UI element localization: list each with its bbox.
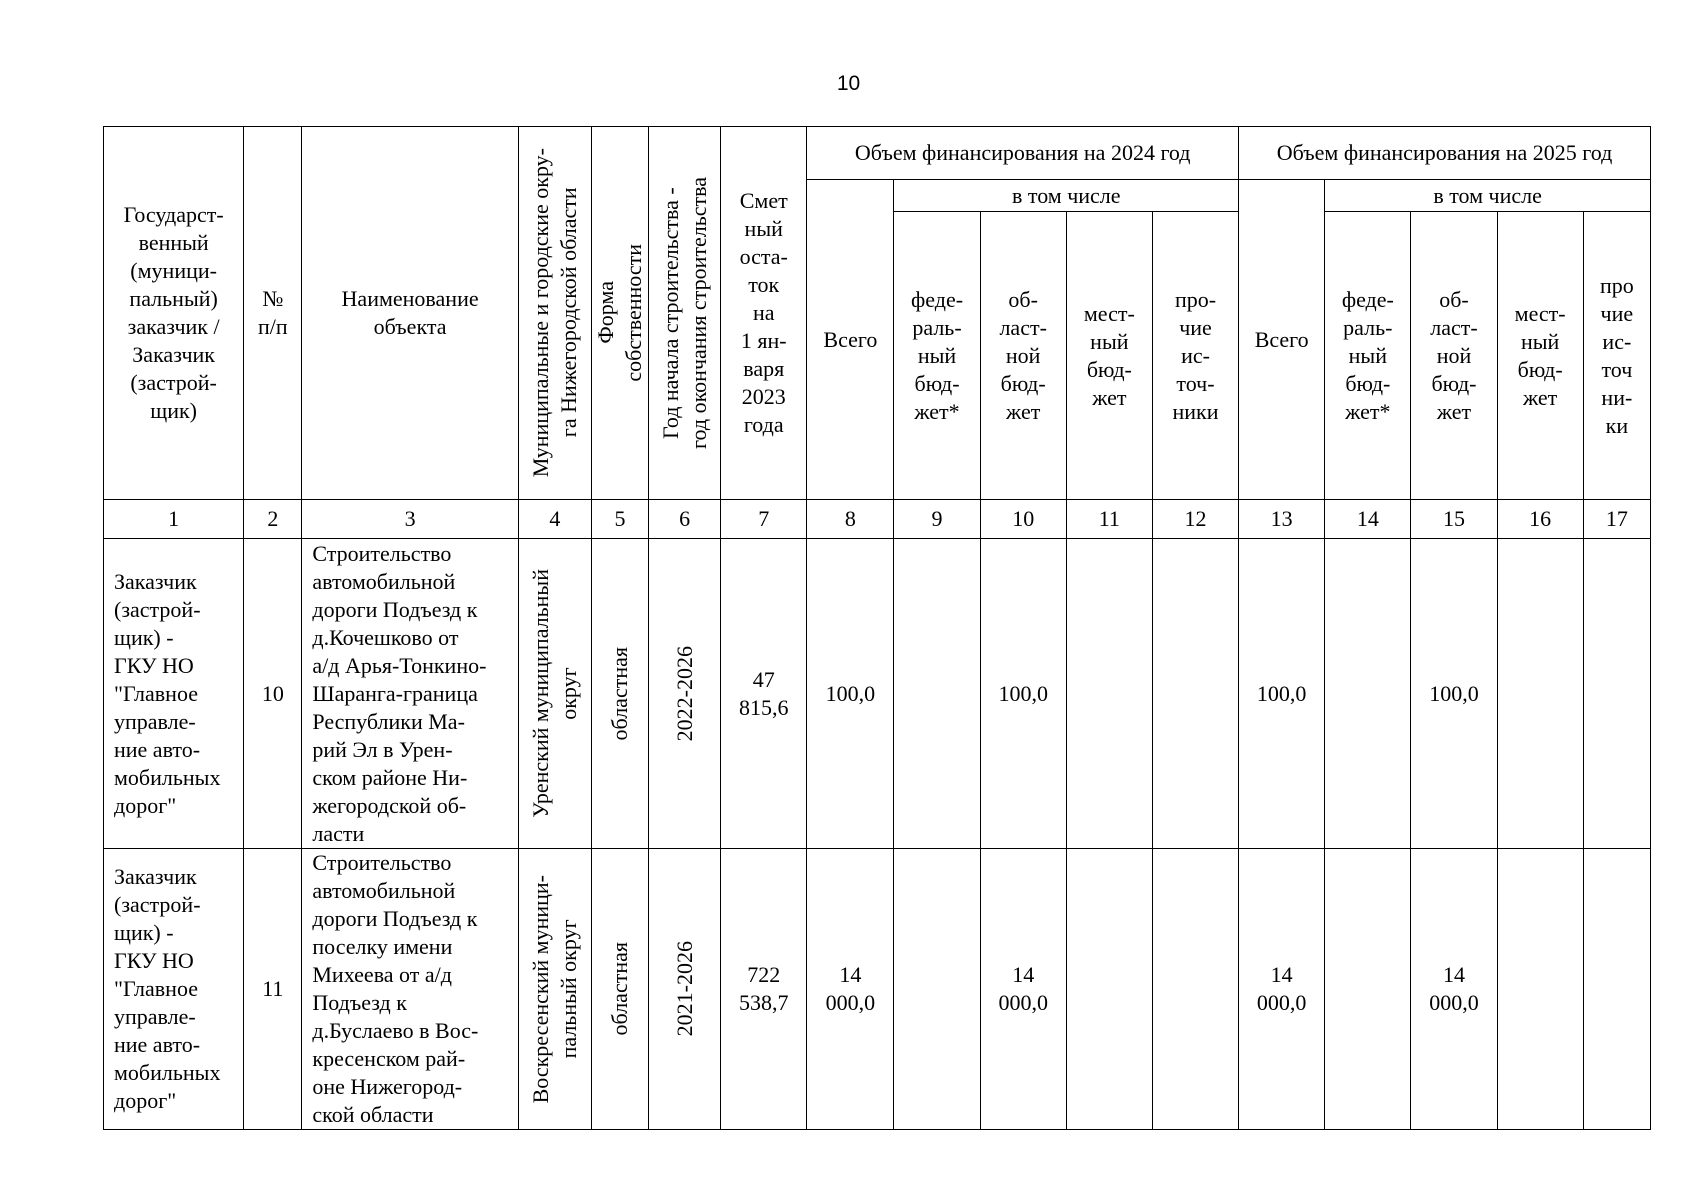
row-local-2024: [1066, 539, 1152, 849]
column-number: 2: [244, 500, 302, 539]
row-balance: 47 815,6: [721, 539, 807, 849]
row-object-name: Строительство автомобильной дороги Подъезд к д.Кочешково от а/д Арья-Тонкино- Шаранга-граница Республики Ма- рий Эл в Урен- ском районе Ни- жегородской об- ласти: [302, 539, 518, 849]
header-including-2025: в том числе: [1325, 180, 1651, 212]
header-years-text: Год начала строительства - год окончания строительства: [657, 177, 711, 449]
row-local-2024: [1066, 849, 1152, 1130]
row-ownership: [591, 849, 648, 1130]
row-total-2024: 100,0: [807, 539, 894, 849]
row-years-text: 2022-2026: [671, 645, 697, 742]
header-total-2025: Всего: [1239, 180, 1325, 500]
header-object-name: Наименование объекта: [302, 127, 518, 500]
page-number: 10: [836, 72, 861, 95]
header-local-2025: мест- ный бюд- жет: [1497, 212, 1583, 500]
header-row-top: [104, 127, 1651, 180]
construction-funding-table: [103, 126, 1651, 1130]
row-years: [649, 849, 721, 1130]
column-number: 12: [1152, 500, 1238, 539]
column-number: 16: [1497, 500, 1583, 539]
header-number: № п/п: [244, 127, 302, 500]
header-municipality: [518, 127, 591, 500]
header-other-2024: про- чие ис- точ- ники: [1152, 212, 1238, 500]
header-local-2024: мест- ный бюд- жет: [1066, 212, 1152, 500]
column-number: 7: [721, 500, 807, 539]
row-years-text: 2021-2026: [671, 941, 697, 1037]
row-regional-2024: 100,0: [980, 539, 1066, 849]
row-customer: Заказчик (застрой- щик) - ГКУ НО "Главное управле- ние авто- мобильных дорог": [104, 849, 244, 1130]
column-number: 15: [1411, 500, 1497, 539]
row-object-name: Строительство автомобильной дороги Подъезд к поселку имени Михеева от а/д Подъезд к д.Буслаево в Вос- кресенском рай- оне Нижегород- ской области: [302, 849, 518, 1130]
row-ownership-text: областная: [606, 942, 632, 1036]
header-years: [649, 127, 721, 500]
column-number: 9: [894, 500, 980, 539]
row-years: [649, 539, 721, 849]
row-federal-2024: [894, 539, 980, 849]
row-local-2025: [1497, 539, 1583, 849]
row-ownership-text: областная: [606, 646, 632, 741]
row-municipality: [518, 539, 591, 849]
column-number: 4: [518, 500, 591, 539]
row-other-2024: [1152, 849, 1238, 1130]
row-local-2025: [1497, 849, 1583, 1130]
row-municipality-text: Уренский муниципальный округ: [527, 569, 581, 818]
header-balance: Смет ный оста- ток на 1 ян- варя 2023 года: [721, 127, 807, 500]
header-funding-2024: Объем финансирования на 2024 год: [807, 127, 1239, 180]
header-other-2025: про чие ис- точ ни- ки: [1583, 212, 1650, 500]
column-number-row: [104, 500, 1651, 539]
column-number: 5: [591, 500, 648, 539]
row-other-2025: [1583, 539, 1650, 849]
row-number: 10: [244, 539, 302, 849]
column-number: 3: [302, 500, 518, 539]
header-customer: Государст- венный (муници- пальный) заказчик / Заказчик (застрой- щик): [104, 127, 244, 500]
row-balance: 722 538,7: [721, 849, 807, 1130]
table-row: [104, 849, 1651, 1130]
column-number: 1: [104, 500, 244, 539]
row-total-2025: 14 000,0: [1239, 849, 1325, 1130]
row-number: 11: [244, 849, 302, 1130]
row-federal-2025: [1325, 849, 1411, 1130]
header-ownership: [591, 127, 648, 500]
header-federal-2025: феде- раль- ный бюд- жет*: [1325, 212, 1411, 500]
row-regional-2025: 100,0: [1411, 539, 1497, 849]
column-number: 10: [980, 500, 1066, 539]
row-federal-2025: [1325, 539, 1411, 849]
row-ownership: [591, 539, 648, 849]
header-federal-2024: феде- раль- ный бюд- жет*: [894, 212, 980, 500]
header-ownership-text: Форма собственности: [592, 244, 646, 382]
header-regional-2024: об- ласт- ной бюд- жет: [980, 212, 1066, 500]
header-regional-2025: об- ласт- ной бюд- жет: [1411, 212, 1497, 500]
column-number: 11: [1066, 500, 1152, 539]
column-number: 14: [1325, 500, 1411, 539]
table-row: [104, 539, 1651, 849]
header-including-2024: в том числе: [894, 180, 1239, 212]
column-number: 6: [649, 500, 721, 539]
row-regional-2025: 14 000,0: [1411, 849, 1497, 1130]
row-other-2024: [1152, 539, 1238, 849]
row-other-2025: [1583, 849, 1650, 1130]
row-customer: Заказчик (застрой- щик) - ГКУ НО "Главное управле- ние авто- мобильных дорог": [104, 539, 244, 849]
header-total-2024: Всего: [807, 180, 894, 500]
row-total-2024: 14 000,0: [807, 849, 894, 1130]
column-number: 8: [807, 500, 894, 539]
row-regional-2024: 14 000,0: [980, 849, 1066, 1130]
column-number: 17: [1583, 500, 1650, 539]
row-municipality-text: Воскресенский муници- пальный округ: [527, 874, 581, 1104]
row-total-2025: 100,0: [1239, 539, 1325, 849]
row-federal-2024: [894, 849, 980, 1130]
header-funding-2025: Объем финансирования на 2025 год: [1239, 127, 1651, 180]
column-number: 13: [1239, 500, 1325, 539]
row-municipality: [518, 849, 591, 1130]
header-municipality-text: Муниципальные и городские окру- га Нижегородской области: [527, 148, 581, 478]
